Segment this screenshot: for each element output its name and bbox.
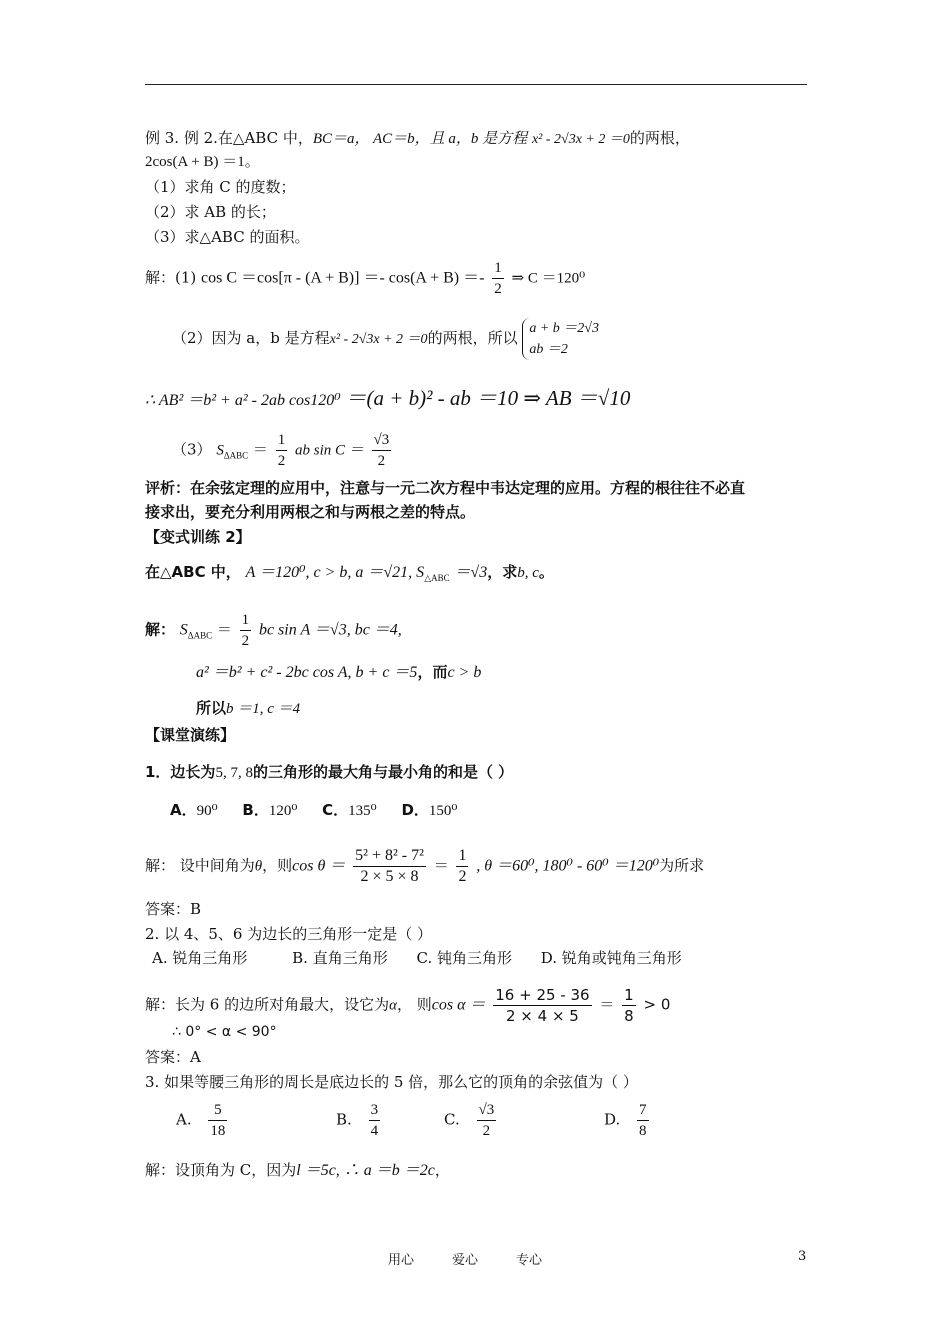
example3-equation: x² - 2√3x + 2 ＝0	[531, 132, 630, 147]
footer-item: 专心	[516, 1253, 543, 1268]
area-subscript: ΔABC	[223, 450, 249, 461]
area-subscript: ΔABC	[187, 630, 213, 641]
p3-option-c	[444, 1100, 499, 1141]
practice-2-range: ∴ 0° < α < 90°	[172, 1024, 277, 1040]
example3-line1	[145, 128, 690, 150]
alpha: α	[389, 997, 397, 1014]
practice-1-answer: 答案：B	[145, 900, 202, 918]
p3-sol-prefix: 解：设顶角为 C，因为	[145, 1161, 297, 1179]
variant-mid: ，求	[487, 563, 518, 581]
p1-sol-prefix: 解： 设中间角为	[145, 856, 255, 875]
p3-sol-math: l ＝5c, ∴ a ＝b ＝2c	[296, 1162, 435, 1179]
p2-cos: cos α ＝	[431, 996, 486, 1014]
p2-sol-tail: > 0	[643, 995, 671, 1014]
p2-option-d: D. 锐角或钝角三角形	[540, 949, 682, 967]
footer-item: 爱心	[452, 1253, 479, 1268]
solution-3	[172, 430, 394, 471]
fraction: $\frac{√3}{2}$	[373, 432, 390, 469]
variant-sol2-tail: c > b	[447, 664, 482, 681]
example3-heading: 例 3. 例 2.在△ABC 中，	[145, 129, 313, 147]
variant-sol2-mid: ，而	[417, 663, 448, 681]
practice-2-options	[152, 948, 682, 968]
option-a-value: 90⁰	[196, 803, 218, 819]
practice-2-question: 2. 以 4、5、6 为边长的三角形一定是（ ）	[145, 925, 433, 943]
p3-option-b	[336, 1100, 383, 1141]
footer-item: 用心	[388, 1253, 415, 1268]
solution-label: 解：(1)	[145, 268, 197, 287]
law-of-cosines: ∴ AB² ＝b² + a² - 2ab cos120⁰	[145, 392, 341, 409]
practice-3-solution	[145, 1160, 450, 1181]
solution-2-prefix: （2）因为 a，b 是方程	[172, 329, 330, 347]
area-symbol: S	[179, 621, 188, 639]
practice-2-answer: 答案：A	[145, 1048, 201, 1066]
variant-sol1-tail: bc sin A ＝√3, bc ＝4,	[258, 621, 402, 639]
fraction: $\frac{5}{18}$	[210, 1102, 226, 1139]
p3-option-c-label: C.	[444, 1110, 460, 1129]
fraction: $\frac{1}{2}$	[458, 847, 467, 885]
practice-2-solution	[145, 985, 670, 1026]
page-footer	[388, 1249, 580, 1268]
area-symbol: S	[216, 442, 224, 459]
practice-3-question: 3. 如果等腰三角形的周长是底边长的 5 倍，那么它的顶角的余弦值为（ ）	[145, 1073, 638, 1091]
equals: ＝	[433, 858, 449, 875]
fraction: $\frac{3}{4}$	[370, 1102, 379, 1139]
variant-sol3-math: b ＝1, c ＝4	[226, 701, 301, 717]
p2-option-b: B. 直角三角形	[292, 949, 388, 967]
variant-math: A ＝120⁰, c > b, a ＝√21, S	[245, 564, 425, 581]
header-rule	[145, 84, 807, 85]
p1-prefix: 1．边长为	[145, 763, 216, 781]
solution-3-label: （3）	[172, 440, 212, 459]
practice-heading: 【课堂演练】	[145, 726, 236, 744]
question-3: （3）求△ABC 的面积。	[145, 228, 310, 246]
p3-option-d	[604, 1100, 652, 1141]
variant-problem	[145, 562, 554, 588]
variant-solution-2	[196, 662, 481, 683]
option-d-value: 150⁰	[428, 803, 458, 819]
solution-2-derivation	[145, 388, 630, 411]
equals: ＝	[216, 622, 232, 639]
option-c-label: C．	[322, 801, 349, 819]
option-c-value: 135⁰	[348, 803, 377, 819]
fraction: $\frac{1}{2}$	[241, 612, 250, 649]
equals: ＝	[599, 995, 615, 1014]
example3-line2: 2cos(A + B) ＝1。	[145, 154, 260, 170]
variant-sol2-math: a² ＝b² + c² - 2bc cos A, b + c ＝5	[196, 664, 418, 681]
p1-sol-mid: ，则	[262, 856, 293, 875]
p3-sol-end: ，	[434, 1161, 450, 1179]
p3-option-b-label: B.	[336, 1110, 352, 1129]
solution-3-mid: ab sin C ＝	[294, 442, 364, 459]
p2-sol-prefix: 解：长为 6 的边所对角最大，设它为	[145, 995, 390, 1014]
p2-option-a: A. 锐角三角形	[152, 949, 248, 967]
fraction: $\frac{1}{2}$	[494, 260, 502, 297]
variant-subscript: △ABC	[424, 573, 450, 583]
p1-sol-end: 为所求	[659, 856, 705, 875]
p1-cos: cos θ ＝	[292, 857, 346, 875]
practice-1-options	[170, 800, 457, 821]
fraction: $\frac{1}{8}$	[624, 986, 634, 1025]
solution-2-mid: 的两根，所以	[427, 329, 518, 347]
page-number: 3	[798, 1249, 807, 1264]
variant-solution-1	[145, 610, 402, 651]
variant-end: 。	[538, 563, 554, 581]
variant-math-2: ＝√3	[454, 564, 488, 581]
option-b-value: 120⁰	[268, 803, 298, 819]
solution-2-equation: x² - 2√3x + 2 ＝0	[329, 332, 428, 347]
p3-option-a-label: A.	[176, 1110, 192, 1129]
option-a-label: A．	[170, 801, 197, 819]
question-2: （2）求 AB 的长；	[145, 203, 276, 221]
variant-heading: 【变式训练 2】	[145, 528, 251, 546]
theta: θ	[254, 858, 263, 875]
practice-1-question	[145, 762, 513, 783]
variant-solution-3	[196, 698, 300, 719]
solution-1	[145, 258, 585, 299]
p1-sol-tail: , θ ＝60⁰, 180⁰ - 60⁰ ＝120⁰	[476, 857, 660, 875]
comment-line-2: 接求出，要充分利用两根之和与两根之差的特点。	[145, 503, 476, 521]
variant-vars: b, c	[517, 565, 539, 581]
variant-sol-label: 解：	[145, 620, 176, 639]
fraction: $\frac{√3}{2}$	[478, 1102, 495, 1139]
solution-1-math: cos C ＝cos[π - (A + B)] ＝- cos(A + B) ＝-	[201, 269, 485, 287]
p1-tail: 的三角形的最大角与最小角的和是（ ）	[252, 763, 514, 781]
p3-option-d-label: D.	[604, 1110, 621, 1129]
fraction: $\frac{16 + 25 - 36}{2 \times 4 \times 5}$	[495, 986, 590, 1025]
p2-option-c: C. 钝角三角形	[416, 949, 512, 967]
option-d-label: D．	[401, 801, 429, 819]
comment-line-1: 评析：在余弦定理的应用中，注意与一元二次方程中韦达定理的应用。方程的根往往不必直	[145, 479, 746, 497]
fraction: $\frac{\text{5² + 8² - 7²}}{2 \times 5 \times 8}$	[355, 847, 424, 885]
p3-option-a	[176, 1100, 230, 1141]
example3-tail: 的两根，	[629, 129, 690, 147]
equals: ＝	[252, 442, 268, 459]
p1-numbers: 5, 7, 8	[215, 765, 253, 781]
solution-2	[172, 318, 599, 360]
equation-system: a + b ＝2√3 ab ＝2	[522, 318, 599, 360]
ab-result: ＝(a + b)² - ab ＝10 ⇒ AB ＝√10	[345, 386, 631, 410]
fraction: $\frac{1}{2}$	[277, 432, 286, 469]
question-1: （1）求角 C 的度数；	[145, 178, 296, 196]
option-b-label: B．	[242, 801, 269, 819]
variant-sol3-prefix: 所以	[196, 699, 227, 717]
p2-sol-mid: ， 则	[396, 995, 432, 1014]
example3-given: BC＝a， AC＝b，且 a，b 是方程	[312, 131, 528, 147]
variant-prefix: 在△ABC 中，	[145, 563, 241, 581]
solution-1-result: ⇒ C ＝120⁰	[511, 270, 586, 287]
practice-1-solution	[145, 846, 704, 887]
fraction: $\frac{7}{8}$	[639, 1102, 647, 1139]
